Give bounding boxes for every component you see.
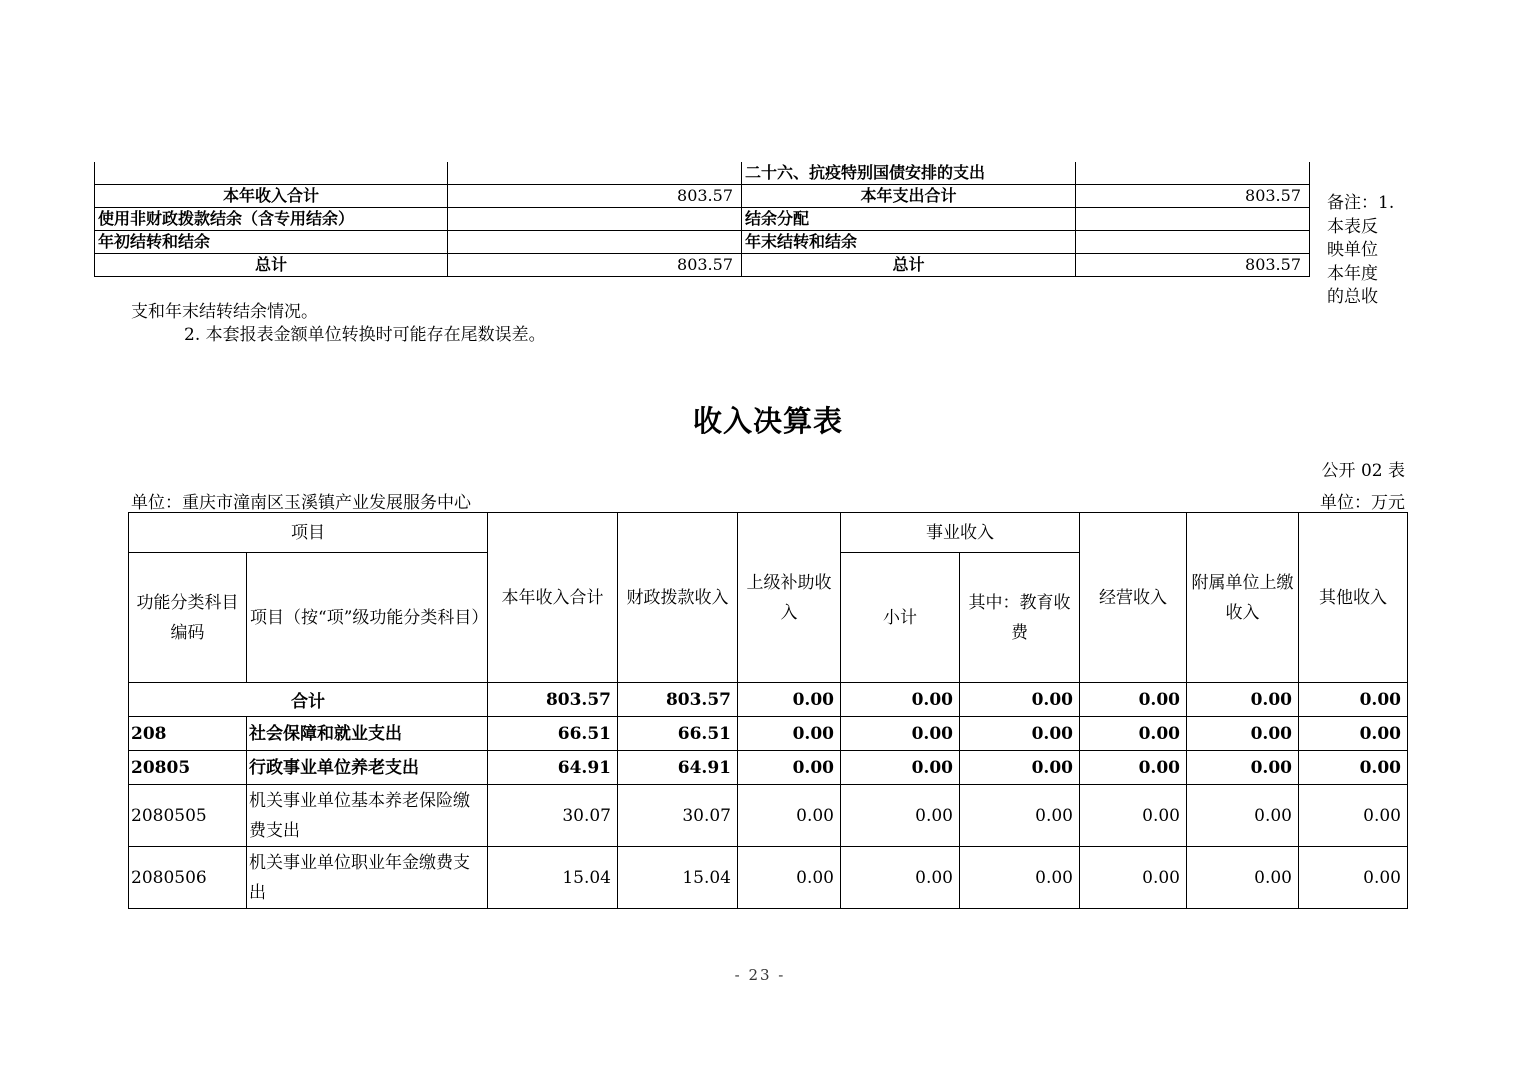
- cell-other: 0.00: [1299, 785, 1408, 847]
- cell-total-income: 30.07: [488, 785, 618, 847]
- cell-fiscal: 30.07: [618, 785, 738, 847]
- summary-right-label: 结余分配: [742, 208, 1076, 231]
- cell-education: 0.00: [960, 785, 1080, 847]
- cell-operating: 0.00: [1080, 683, 1187, 717]
- cell-affiliated: 0.00: [1187, 847, 1299, 909]
- side-note-line: 备注：1.: [1327, 193, 1395, 213]
- cell-fiscal: 803.57: [618, 683, 738, 717]
- summary-right-value: 803.57: [1076, 254, 1310, 277]
- cell-other: 0.00: [1299, 847, 1408, 909]
- cell-superior: 0.00: [738, 751, 841, 785]
- cell-subtotal: 0.00: [841, 847, 960, 909]
- cell-fiscal: 64.91: [618, 751, 738, 785]
- table-row: [129, 751, 1408, 785]
- cell-operating: 0.00: [1080, 847, 1187, 909]
- cell-affiliated: 0.00: [1187, 785, 1299, 847]
- cell-education: 0.00: [960, 847, 1080, 909]
- cell-total-income: 64.91: [488, 751, 618, 785]
- summary-row: [95, 208, 1310, 231]
- summary-left-label: 本年收入合计: [95, 185, 448, 208]
- cell-superior: 0.00: [738, 847, 841, 909]
- cell-affiliated: 0.00: [1187, 717, 1299, 751]
- cell-total-income: 15.04: [488, 847, 618, 909]
- unit-currency: 单位：万元: [1320, 493, 1405, 513]
- cell-code: 2080505: [129, 785, 247, 847]
- cell-other: 0.00: [1299, 717, 1408, 751]
- page-number: - 23 -: [734, 966, 786, 984]
- summary-right-label: 总计: [742, 254, 1076, 277]
- cell-superior: 0.00: [738, 785, 841, 847]
- cell-subtotal: 0.00: [841, 785, 960, 847]
- note-line-1: 支和年末结转结余情况。: [131, 302, 318, 322]
- page-title: 收入决算表: [692, 404, 843, 438]
- form-number: 公开 02 表: [1321, 461, 1405, 481]
- cell-subtotal: 0.00: [841, 683, 960, 717]
- summary-row: [95, 254, 1310, 277]
- cell-total-income: 803.57: [488, 683, 618, 717]
- summary-row: [95, 185, 1310, 208]
- cell-operating: 0.00: [1080, 785, 1187, 847]
- income-table: [128, 512, 1408, 909]
- summary-right-label: 年末结转和结余: [742, 231, 1076, 254]
- side-note-line: 的总收: [1327, 287, 1378, 307]
- cell-education: 0.00: [960, 751, 1080, 785]
- summary-left-label: 使用非财政拨款结余（含专用结余）: [95, 208, 448, 231]
- header-other: 其他收入: [1299, 513, 1408, 683]
- header-project: 项目: [129, 513, 488, 553]
- cell-affiliated: 0.00: [1187, 683, 1299, 717]
- cell-item-name: 机关事业单位职业年金缴费支出: [247, 847, 488, 909]
- header-education: 其中：教育收费: [960, 553, 1080, 683]
- summary-left-label: 总计: [95, 254, 448, 277]
- cell-affiliated: 0.00: [1187, 751, 1299, 785]
- cell-education: 0.00: [960, 683, 1080, 717]
- note-line-2: 2. 本套报表金额单位转换时可能存在尾数误差。: [184, 325, 546, 345]
- summary-right-label: 二十六、抗疫特别国债安排的支出: [742, 162, 1076, 185]
- header-superior: 上级补助收入: [738, 513, 841, 683]
- cell-subtotal: 0.00: [841, 717, 960, 751]
- side-note: [1327, 192, 1397, 310]
- cell-item-name: 行政事业单位养老支出: [247, 751, 488, 785]
- cell-operating: 0.00: [1080, 717, 1187, 751]
- cell-other: 0.00: [1299, 683, 1408, 717]
- summary-left-label: [95, 162, 448, 185]
- cell-superior: 0.00: [738, 683, 841, 717]
- summary-left-value: 803.57: [448, 254, 742, 277]
- cell-superior: 0.00: [738, 717, 841, 751]
- summary-left-value: 803.57: [448, 185, 742, 208]
- table-row: [129, 847, 1408, 909]
- summary-right-value: 803.57: [1076, 185, 1310, 208]
- summary-row: [95, 162, 1310, 185]
- header-business-group: 事业收入: [841, 513, 1080, 553]
- header-func-code: 功能分类科目编码: [129, 553, 247, 683]
- header-item-name: 项目（按“项”级功能分类科目）: [247, 553, 488, 683]
- summary-right-value: [1076, 231, 1310, 254]
- cell-fiscal: 15.04: [618, 847, 738, 909]
- summary-left-label: 年初结转和结余: [95, 231, 448, 254]
- total-row: [129, 683, 1408, 717]
- side-note-line: 本表反: [1327, 216, 1378, 237]
- summary-right-label: 本年支出合计: [742, 185, 1076, 208]
- cell-code: 208: [129, 717, 247, 751]
- header-fiscal: 财政拨款收入: [618, 513, 738, 683]
- side-note-line: 本年度: [1327, 263, 1378, 284]
- table-row: [129, 717, 1408, 751]
- cell-code: 2080506: [129, 847, 247, 909]
- side-note-line: 映单位: [1327, 240, 1378, 260]
- summary-right-value: [1076, 208, 1310, 231]
- summary-table: [94, 162, 1310, 277]
- cell-subtotal: 0.00: [841, 751, 960, 785]
- table-row: [129, 785, 1408, 847]
- header-affiliated: 附属单位上缴收入: [1187, 513, 1299, 683]
- summary-right-value: [1076, 162, 1310, 185]
- header-row: [129, 513, 1408, 553]
- header-subtotal: 小计: [841, 553, 960, 683]
- summary-row: [95, 231, 1310, 254]
- summary-left-value: [448, 231, 742, 254]
- cell-total-income: 66.51: [488, 717, 618, 751]
- header-total-income: 本年收入合计: [488, 513, 618, 683]
- cell-code: 20805: [129, 751, 247, 785]
- total-label: 合计: [129, 683, 488, 717]
- cell-education: 0.00: [960, 717, 1080, 751]
- cell-other: 0.00: [1299, 751, 1408, 785]
- cell-fiscal: 66.51: [618, 717, 738, 751]
- unit-organization: 单位：重庆市潼南区玉溪镇产业发展服务中心: [131, 493, 471, 513]
- cell-operating: 0.00: [1080, 751, 1187, 785]
- summary-left-value: [448, 208, 742, 231]
- header-operating: 经营收入: [1080, 513, 1187, 683]
- cell-item-name: 机关事业单位基本养老保险缴费支出: [247, 785, 488, 847]
- summary-left-value: [448, 162, 742, 185]
- cell-item-name: 社会保障和就业支出: [247, 717, 488, 751]
